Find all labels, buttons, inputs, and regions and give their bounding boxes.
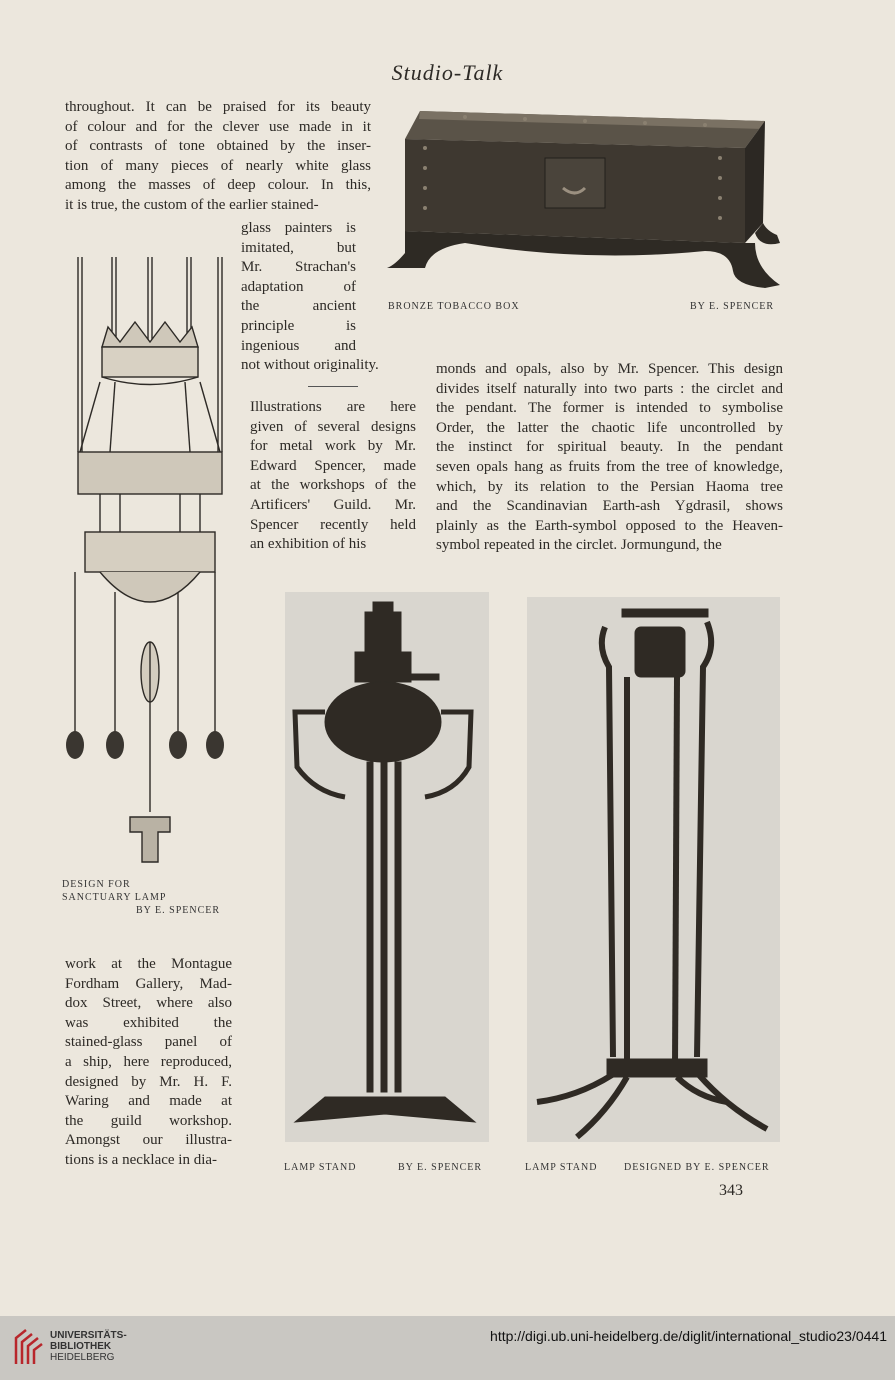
text-column-left-bottom — [65, 955, 232, 1171]
text-line: ingenious and — [241, 337, 356, 354]
library-logo-icon — [12, 1326, 44, 1368]
text-line: not without originality. — [241, 357, 379, 374]
text-column-middle — [250, 398, 416, 555]
text-line: Mr. Strachan's — [241, 259, 356, 276]
text-column-left-top — [65, 98, 371, 216]
text-line: a ship, here reproduced, — [65, 1053, 232, 1070]
text-line: tions is a necklace in dia- — [65, 1151, 218, 1168]
text-line: adaptation of — [241, 278, 356, 295]
text-line: work at the Montague — [65, 956, 232, 972]
text-line: dox Street, where also — [65, 995, 232, 1012]
text-line: the guild workshop. — [65, 1112, 232, 1129]
text-line: principle is — [241, 317, 356, 334]
text-line: plainly as the Earth-symbol opposed to the Heaven- — [436, 517, 783, 534]
logo-line-3: HEIDELBERG — [50, 1352, 115, 1363]
text-line: monds and opals, also by Mr. Spencer. This design — [436, 361, 783, 377]
text-line: designed by Mr. H. F. — [65, 1073, 232, 1090]
text-line: and the Scandinavian Earth-ash Ygdrasil, shows — [436, 498, 783, 515]
text-line: was exhibited the — [65, 1014, 232, 1031]
text-column-left-narrow — [241, 219, 379, 376]
caption-stand1-credit: BY E. SPENCER — [398, 1162, 483, 1173]
section-divider — [308, 386, 358, 387]
logo-line-2: BIBLIOTHEK — [50, 1341, 112, 1352]
text-line: the instinct for spiritual beauty. In the pendant — [436, 439, 783, 456]
caption-box-title: BRONZE TOBACCO BOX — [388, 301, 520, 312]
text-line: among the masses of deep colour. In this, — [65, 177, 371, 194]
page-number: 343 — [719, 1182, 743, 1199]
text-line: the pendant. The former is intended to symbolise — [436, 400, 783, 417]
bronze-tobacco-box-photo — [385, 103, 785, 293]
text-line: of contrasts of tone obtained by the inser- — [65, 138, 371, 155]
text-line: Illustrations are here — [250, 399, 416, 415]
text-line: Waring and made at — [65, 1093, 232, 1110]
text-line: it is true, the custom of the earlier stained- — [65, 196, 319, 213]
lamp-stand-photo-2 — [527, 597, 780, 1142]
running-head: Studio-Talk — [391, 60, 504, 85]
caption-lamp-design-2: SANCTUARY LAMP — [62, 892, 167, 903]
caption-lamp-design-3: BY E. SPENCER — [136, 905, 221, 916]
caption-stand1-title: LAMP STAND — [284, 1162, 357, 1173]
text-line: Amongst our illustra- — [65, 1132, 232, 1149]
text-line: for metal work by Mr. — [250, 438, 416, 455]
text-line: tion of many pieces of nearly white glass — [65, 157, 371, 174]
library-logo-text — [50, 1330, 127, 1363]
text-line: seven opals hang as fruits from the tree of knowledge, — [436, 458, 783, 475]
text-line: stained-glass panel of — [65, 1034, 232, 1051]
text-column-right — [436, 360, 783, 556]
text-line: glass painters is — [241, 220, 356, 236]
text-line: symbol repeated in the circlet. Jormungund, the — [436, 537, 722, 554]
text-line: Order, the latter the chaotic life uncontrolled by — [436, 419, 783, 436]
text-line: given of several designs — [250, 418, 416, 435]
text-line: throughout. It can be praised for its beauty — [65, 99, 371, 115]
text-line: Fordham Gallery, Mad- — [65, 975, 232, 992]
caption-stand2-title: LAMP STAND — [525, 1162, 598, 1173]
digitization-footer — [0, 1316, 895, 1380]
text-line: Edward Spencer, made — [250, 457, 416, 474]
text-line: at the workshops of the — [250, 477, 416, 494]
text-line: which, by its relation to the Persian Haoma tree — [436, 478, 783, 495]
lamp-stand-2-silhouette — [527, 597, 780, 1142]
caption-box-credit: BY E. SPENCER — [690, 301, 775, 312]
source-url-link[interactable]: http://digi.ub.uni-heidelberg.de/diglit/international_studio23/0441 — [490, 1328, 887, 1344]
text-line: the ancient — [241, 298, 356, 315]
lamp-stand-photo-1 — [285, 592, 489, 1142]
logo-line-1: UNIVERSITÄTS- — [50, 1330, 127, 1341]
text-line: Artificers' Guild. Mr. — [250, 496, 416, 513]
text-line: imitated, but — [241, 239, 356, 256]
caption-stand2-credit: DESIGNED BY E. SPENCER — [624, 1162, 770, 1173]
text-line: divides itself naturally into two parts : the circlet and — [436, 380, 783, 397]
sanctuary-lamp-drawing — [60, 252, 235, 872]
text-line: Spencer recently held — [250, 516, 416, 533]
text-line: an exhibition of his — [250, 536, 367, 553]
lamp-stand-1-silhouette — [285, 592, 489, 1142]
caption-lamp-design-1: DESIGN FOR — [62, 879, 131, 890]
text-line: of colour and for the clever use made in it — [65, 118, 371, 135]
